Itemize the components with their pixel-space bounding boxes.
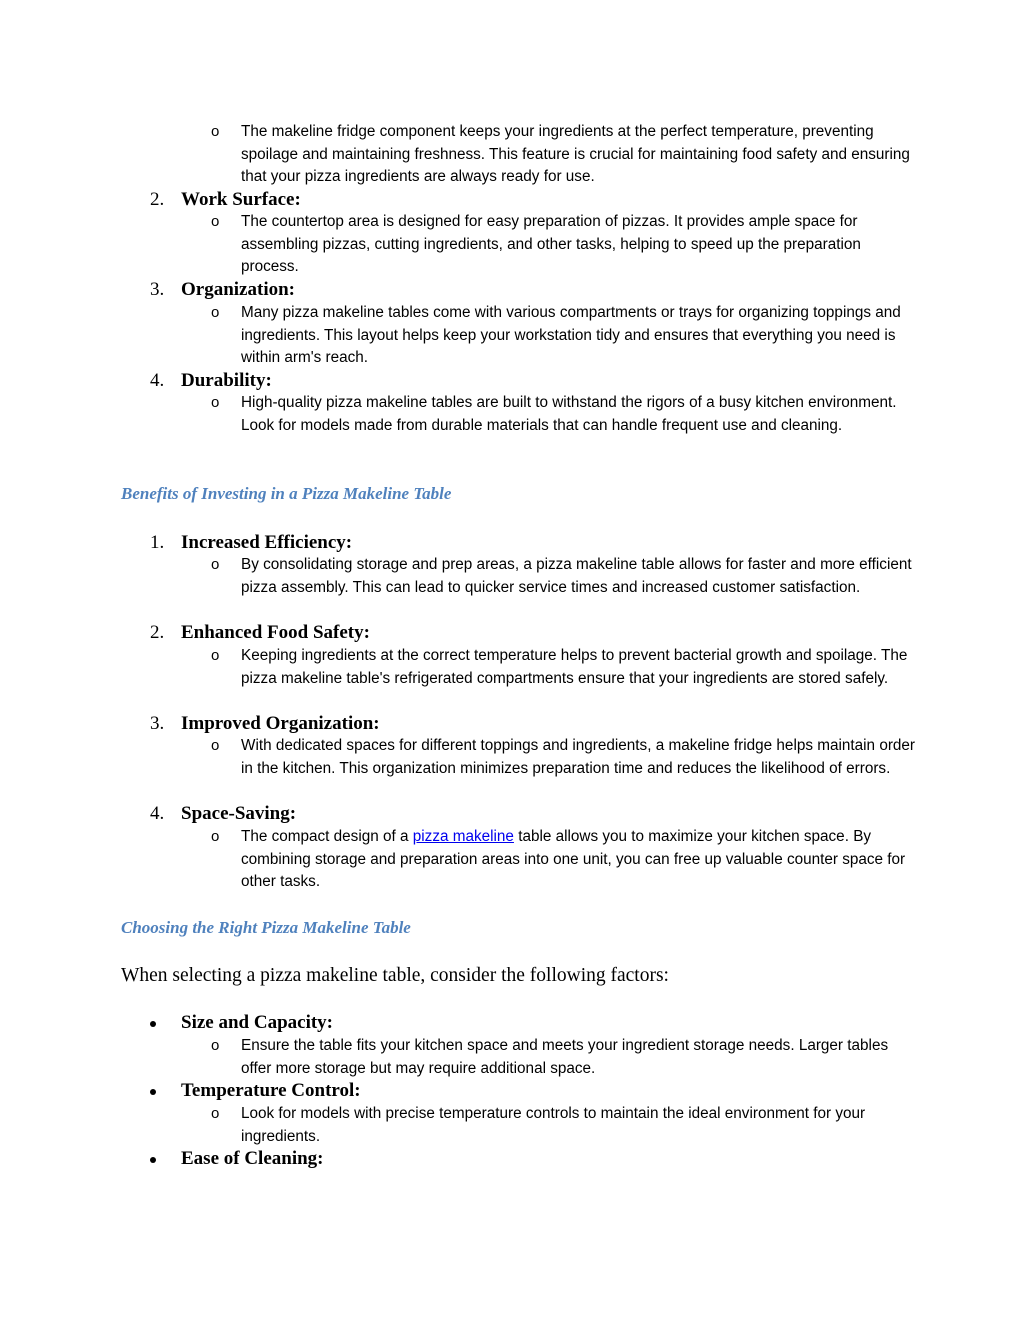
item-number: 3. <box>150 713 165 734</box>
item-number: 2. <box>150 189 165 210</box>
bullet-dot-icon <box>150 1089 156 1095</box>
item-number: 1. <box>150 532 165 553</box>
pizza-makeline-link[interactable]: pizza makeline <box>412 828 514 845</box>
sub-bullet-marker: o <box>211 394 220 411</box>
item-number: 2. <box>150 622 165 643</box>
item-label: Temperature Control: <box>181 1080 361 1101</box>
section-heading: Choosing the Right Pizza Makeline Table <box>121 918 411 937</box>
item-label: Ease of Cleaning: <box>181 1148 324 1169</box>
sub-bullet-marker: o <box>211 828 220 845</box>
item-label: Work Surface: <box>181 189 301 210</box>
sub-bullet-marker: o <box>211 647 220 664</box>
sub-bullet-text: Look for models with precise temperature controls to maintain the ideal environment for your ingredients. <box>241 1105 866 1145</box>
item-number: 4. <box>150 370 165 391</box>
sub-bullet-text: High-quality pizza makeline tables are built to withstand the rigors of a busy kitchen environment. Look for models made from durable materials that can handle frequent use and cleaning. <box>241 394 897 434</box>
item-label: Organization: <box>181 279 295 300</box>
item-label: Size and Capacity: <box>181 1012 333 1033</box>
sub-bullet-text: Ensure the table fits your kitchen space and meets your ingredient storage needs. Larger tables offer more storage but may require additional space. <box>241 1037 889 1077</box>
list-item <box>0 713 1024 737</box>
sub-bullet-marker: o <box>211 556 220 573</box>
sub-bullet-marker: o <box>211 1037 220 1054</box>
list-item <box>0 532 1024 556</box>
list-item <box>0 622 1024 646</box>
list-item <box>0 279 1024 303</box>
item-label: Durability: <box>181 370 272 391</box>
list-item <box>0 803 1024 827</box>
list-item <box>0 1012 1024 1036</box>
section-heading: Benefits of Investing in a Pizza Makeline Table <box>121 484 452 503</box>
sub-bullet-marker: o <box>211 1105 220 1122</box>
sub-bullet-text: With dedicated spaces for different toppings and ingredients, a makeline fridge helps maintain order in the kitchen. This organization minimizes preparation time and reduces the likelihood of errors. <box>241 737 916 777</box>
sub-bullet-marker: o <box>211 123 220 140</box>
item-label: Space-Saving: <box>181 803 297 824</box>
sub-text-after: table allows you to maximize your kitchen space. By combining storage and preparation areas into one unit, you can free up valuable counter space for other tasks. <box>241 828 906 891</box>
list-item <box>0 189 1024 213</box>
sub-bullet-text: The makeline fridge component keeps your ingredients at the perfect temperature, preventing spoilage and maintaining freshness. This feature is crucial for maintaining food safety and ensuring that your pizza ingredients are always ready for use. <box>241 123 910 186</box>
item-label: Improved Organization: <box>181 713 380 734</box>
list-item <box>0 370 1024 394</box>
sub-bullet-marker: o <box>211 304 220 321</box>
sub-bullet-text: Many pizza makeline tables come with various compartments or trays for organizing toppings and ingredients. This layout helps keep your workstation tidy and ensures that everything you need is within arm's reach. <box>241 304 901 367</box>
sub-bullet-marker: o <box>211 737 220 754</box>
list-item <box>0 1148 1024 1172</box>
sub-bullet-text: By consolidating storage and prep areas, a pizza makeline table allows for faster and more efficient pizza assembly. This can lead to quicker service times and increased customer satisfaction. <box>241 556 912 596</box>
list-item <box>0 1080 1024 1104</box>
bullet-dot-icon <box>150 1021 156 1027</box>
sub-bullet-text: The countertop area is designed for easy preparation of pizzas. It provides ample space for assembling pizzas, cutting ingredients, and other tasks, helping to speed up the preparation process. <box>241 213 861 276</box>
sub-bullet-text: Keeping ingredients at the correct temperature helps to prevent bacterial growth and spoilage. The pizza makeline table's refrigerated compartments ensure that your ingredients are stored safely. <box>241 647 908 687</box>
sub-bullet-text <box>241 826 916 894</box>
sub-bullet-marker: o <box>211 213 220 230</box>
bullet-dot-icon <box>150 1157 156 1163</box>
sub-text-before: The compact design of a <box>241 828 413 845</box>
item-label: Enhanced Food Safety: <box>181 622 370 643</box>
intro-paragraph: When selecting a pizza makeline table, consider the following factors: <box>121 965 669 986</box>
item-number: 3. <box>150 279 165 300</box>
item-number: 4. <box>150 803 165 824</box>
item-label: Increased Efficiency: <box>181 532 353 553</box>
